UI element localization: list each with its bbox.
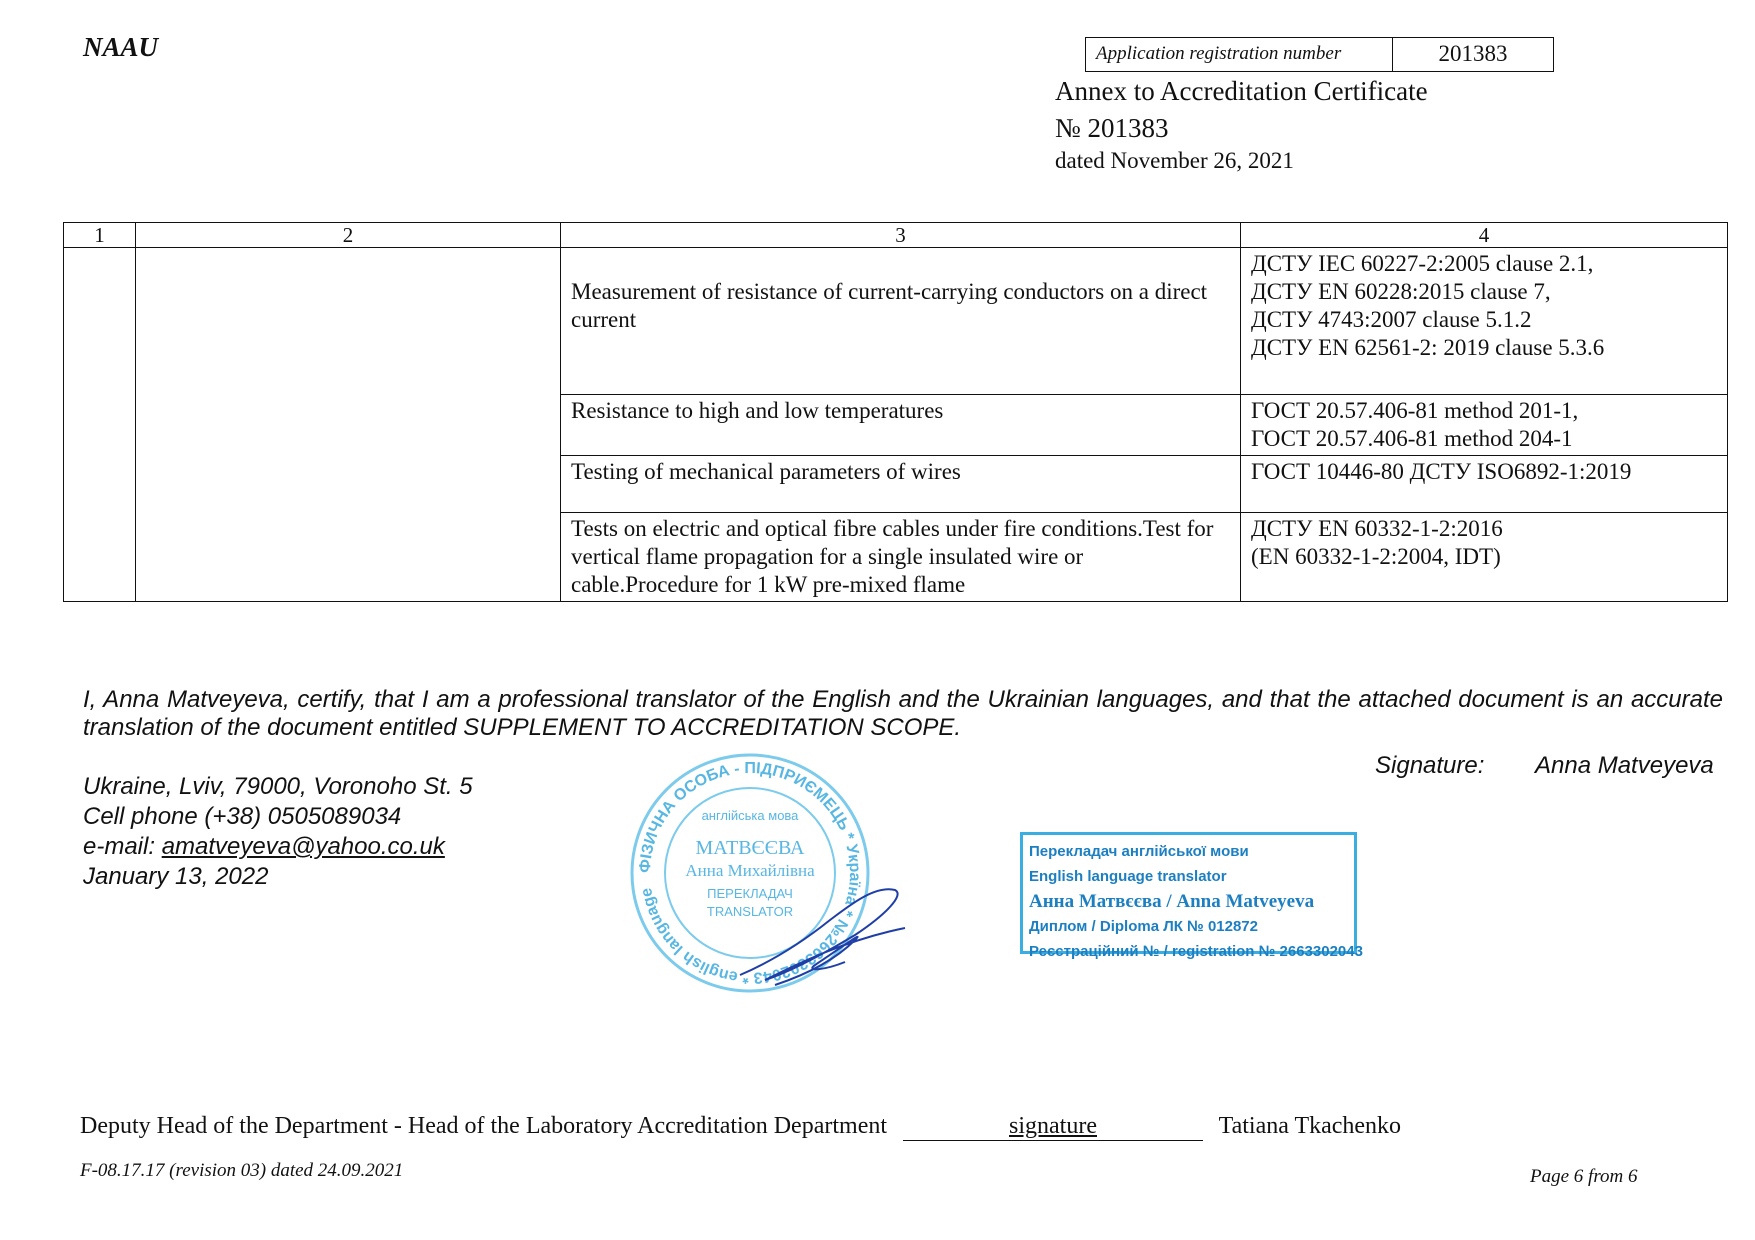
translator-rectangular-stamp bbox=[1020, 832, 1363, 960]
cell-standards: ГОСТ 20.57.406-81 method 201-1, ГОСТ 20.57.406-81 method 204-1 bbox=[1241, 395, 1728, 456]
page-number: Page 6 from 6 bbox=[1530, 1166, 1638, 1187]
rect-stamp-line3: Анна Матвєєва / Anna Matveyeva bbox=[1029, 891, 1315, 912]
cell-test-name: Measurement of resistance of current-carrying conductors on a direct current bbox=[561, 248, 1241, 395]
translator-email-line bbox=[83, 832, 473, 862]
cell-object bbox=[136, 248, 561, 602]
cell-number bbox=[64, 248, 136, 602]
stamp-name-line1: МАТВЄЄВА bbox=[695, 837, 805, 859]
rect-stamp-line5: Реєстраційний № / registration № 2663302043 bbox=[1029, 943, 1363, 960]
cell-standards: ДСТУ IEC 60227-2:2005 clause 2.1, ДСТУ EN 60228:2015 clause 7, ДСТУ 4743:2007 clause 5.1.2 ДСТУ EN 62561-2: 2019 clause 5.3.6 bbox=[1241, 248, 1728, 395]
registration-number-label: Application registration number bbox=[1086, 38, 1393, 71]
stamp-role-en: TRANSLATOR bbox=[706, 904, 794, 919]
cell-standards: ГОСТ 10446-80 ДСТУ ISO6892-1:2019 bbox=[1241, 456, 1728, 513]
form-code: F-08.17.17 (revision 03) dated 24.09.2021 bbox=[80, 1160, 404, 1181]
stamp-name-line2: Анна Михайлівна bbox=[685, 861, 815, 880]
cell-test-name: Tests on electric and optical fibre cables under fire conditions.Test for vertical flame propagation for a single insulated wire or cable.Procedure for 1 kW pre-mixed flame bbox=[561, 513, 1241, 602]
table-row bbox=[64, 248, 1728, 395]
column-header: 1 bbox=[64, 223, 136, 248]
org-logo-text: NAAU bbox=[83, 32, 159, 62]
signature-label: Signature: bbox=[1375, 752, 1485, 779]
translator-phone: Cell phone (+38) 0505089034 bbox=[83, 803, 402, 830]
stamp-inner-top: англійська мова bbox=[701, 808, 799, 823]
cell-standards: ДСТУ EN 60332-1-2:2016 (EN 60332-1-2:2004, IDT) bbox=[1241, 513, 1728, 602]
email-label: e-mail: bbox=[83, 833, 162, 860]
footer-name: Tatiana Tkachenko bbox=[1218, 1113, 1402, 1139]
annex-date: dated November 26, 2021 bbox=[1055, 148, 1294, 173]
certification-date: January 13, 2022 bbox=[83, 863, 269, 890]
registration-number-box bbox=[1085, 37, 1554, 72]
rect-stamp-line4: Диплом / Diploma ЛК № 012872 bbox=[1029, 918, 1258, 935]
table-header-row bbox=[64, 223, 1728, 248]
stamp-outer-text: ФІЗИЧНА ОСОБА - ПІДПРИЄМЕЦЬ * Україна * №2663302043 * english language bbox=[636, 759, 864, 987]
handwritten-signature bbox=[735, 880, 915, 990]
footer-position: Deputy Head of the Department - Head of the Laboratory Accreditation Department bbox=[80, 1113, 888, 1139]
footer-signature-text: signature bbox=[1009, 1113, 1097, 1139]
signature-name: Anna Matveyeva bbox=[1535, 752, 1714, 779]
annex-number: № 201383 bbox=[1055, 113, 1169, 143]
translator-address: Ukraine, Lviv, 79000, Voronoho St. 5 bbox=[83, 773, 473, 800]
stamp-role-ua: ПЕРЕКЛАДАЧ bbox=[707, 886, 793, 901]
cell-test-name: Testing of mechanical parameters of wires bbox=[561, 456, 1241, 513]
registration-number-value: 201383 bbox=[1438, 41, 1508, 66]
column-header: 4 bbox=[1241, 223, 1728, 248]
accreditation-scope-table bbox=[63, 222, 1728, 602]
annex-title: Annex to Accreditation Certificate bbox=[1055, 76, 1428, 106]
email-link[interactable]: amatveyeva@yahoo.co.uk bbox=[161, 833, 445, 860]
rect-stamp-line1: Перекладач англійської мови bbox=[1029, 843, 1249, 860]
translator-contact-block bbox=[83, 772, 473, 892]
translator-certification-text: I, Anna Matveyeva, certify, that I am a professional translator of the English and the Ukrainian languages, and that the attached document is an accurate translation of the document entitled SUPPLEMENT TO ACCREDITATION SCOPE. bbox=[83, 686, 1723, 741]
column-header: 2 bbox=[136, 223, 561, 248]
footer-signature-line bbox=[80, 1112, 1401, 1141]
column-header: 3 bbox=[561, 223, 1241, 248]
footer-signature-field bbox=[903, 1112, 1203, 1141]
rect-stamp-line2: English language translator bbox=[1029, 868, 1227, 885]
cell-test-name: Resistance to high and low temperatures bbox=[561, 395, 1241, 456]
